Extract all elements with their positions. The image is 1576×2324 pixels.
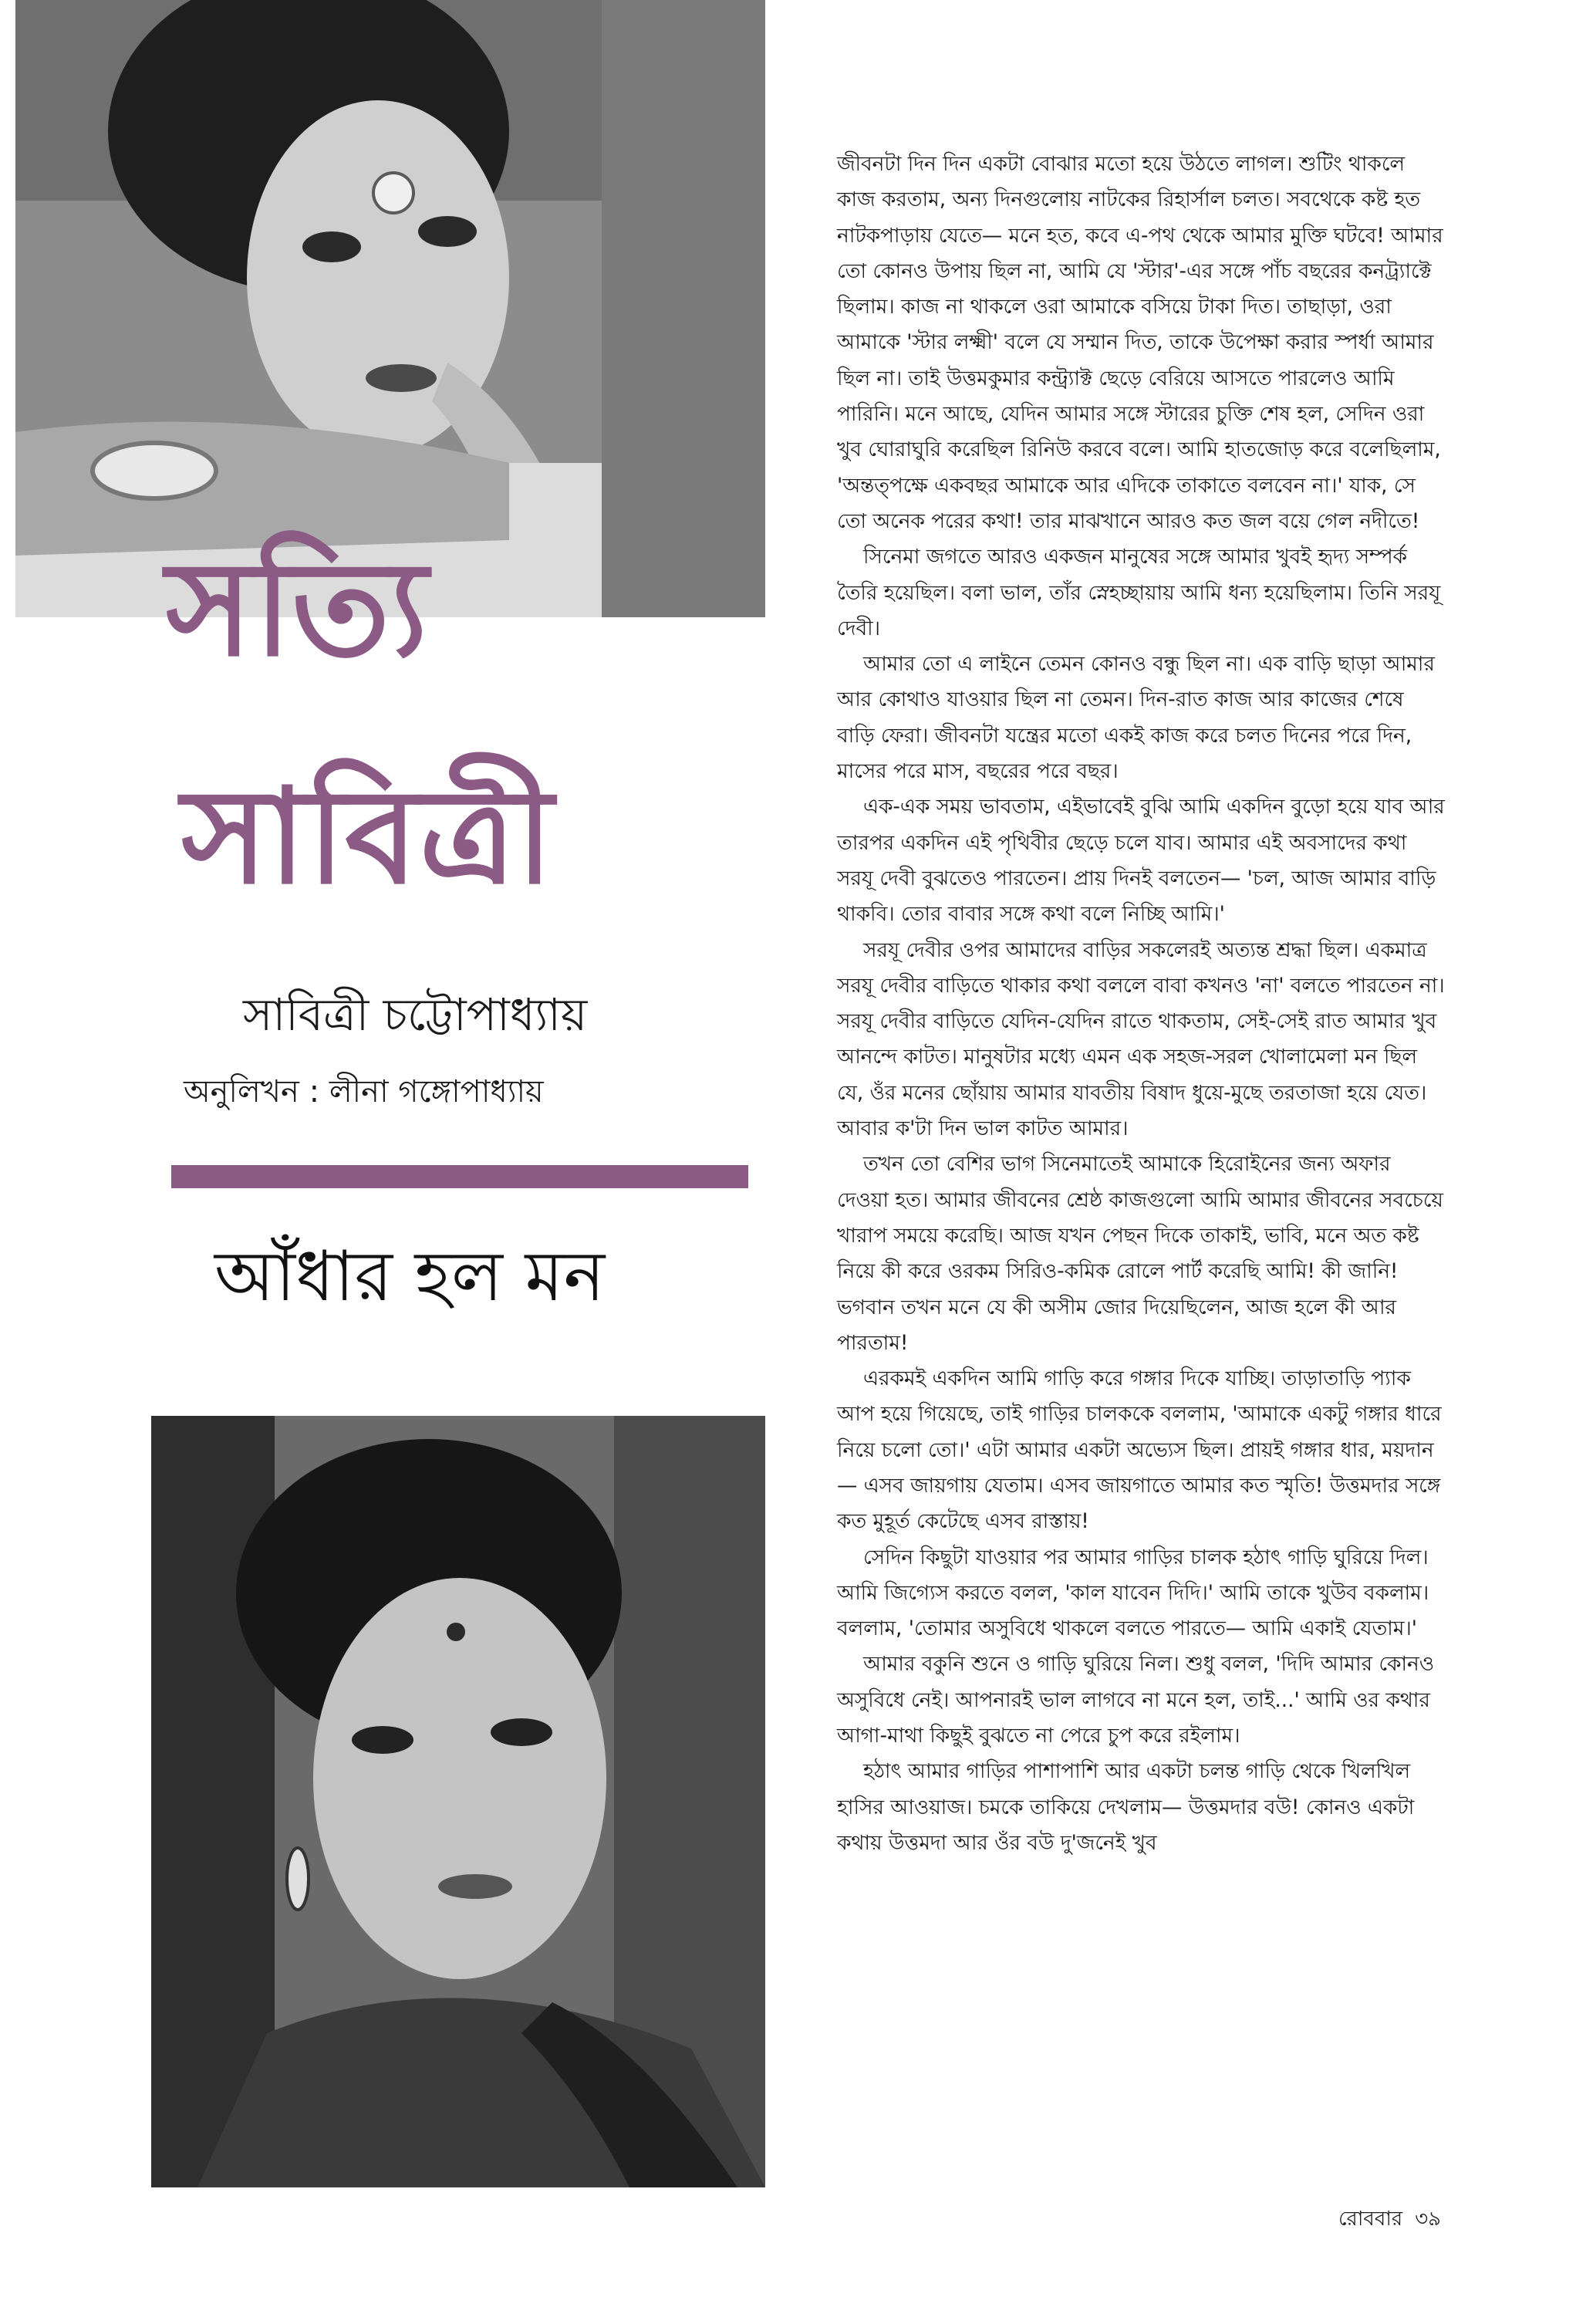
title-divider-bar: [171, 1165, 748, 1188]
portrait-illustration: [15, 0, 765, 617]
body-paragraph: সেদিন কিছুটা যাওয়ার পর আমার গাড়ির চালক হঠাৎ গাড়ি ঘুরিয়ে দিল। আমি জিগ্যেস করতে বলল, 'কাল যাবেন দিদি।' আমি তাকে খুউব বকলাম। বললাম, 'তোমার অসুবিধে থাকলে বলতে পারতে— আমি একাই যেতাম।': [837, 1545, 1429, 1641]
top-portrait-photo: [15, 0, 765, 617]
body-paragraph: আমার তো এ লাইনে তেমন কোনও বন্ধু ছিল না। এক বাড়ি ছাড়া আমার আর কোথাও যাওয়ার ছিল না তেমন। দিন-রাত কাজ আর কাজের শেষে বাড়ি ফেরা। জীবনটা যন্ত্রের মতো একই কাজ করে চলত দিনের পরে দিন, মাসের পরে মাস, বছরের পরে বছর।: [837, 653, 1435, 784]
page-number: ৩৯: [1415, 2207, 1441, 2231]
article-body: [837, 147, 1446, 1861]
body-paragraph: হঠাৎ আমার গাড়ির পাশাপাশি আর একটা চলন্ত গাড়ি থেকে খিলখিল হাসির আওয়াজ। চমকে তাকিয়ে দেখলাম— উত্তমদার বউ! কোনও একটা কথায় উত্তমদা আর ওঁর বউ দু'জনেই খুব: [837, 1760, 1415, 1855]
body-paragraph: সিনেমা জগতে আরও একজন মানুষের সঙ্গে আমার খুবই হৃদ্য সম্পর্ক তৈরি হয়েছিল। বলা ভাল, তাঁর স্নেহচ্ছায়ায় আমি ধন্য হয়েছিলাম। তিনি সরযূ দেবী।: [837, 546, 1441, 640]
page-footer: [1338, 2203, 1453, 2237]
body-paragraph: সরযূ দেবীর ওপর আমাদের বাড়ির সকলেরই অত্যন্ত শ্রদ্ধা ছিল। একমাত্র সরযূ দেবীর বাড়িতে থাকার কথা বললে বাবা কখনও 'না' বলতে পারতেন না। সরযূ দেবীর বাড়িতে যেদিন-যেদিন রাতে থাকতাম, সেই-সেই রাত আমার খুব আনন্দে কাটত। মানুষটার মধ্যে এমন এক সহজ-সরল খোলামেলা মন ছিল যে, ওঁর মনের ছোঁয়ায় আমার যাবতীয় বিষাদ ধুয়ে-মুছে তরতাজা হয়ে যেত। আবার ক'টা দিন ভাল কাটত আমার।: [837, 938, 1445, 1141]
body-paragraph: আমার বকুনি শুনে ও গাড়ি ঘুরিয়ে নিল। শুধু বলল, 'দিদি আমার কোনও অসুবিধে নেই। আপনারই ভাল লাগবে না মনে হল, তাই...' আমি ওর কথার আগা-মাথা কিছুই বুঝতে না পেরে চুপ করে রইলাম।: [837, 1653, 1435, 1748]
body-paragraph: এক-এক সময় ভাবতাম, এইভাবেই বুঝি আমি একদিন বুড়ো হয়ে যাব আর তারপর একদিন এই পৃথিবীর ছেড়ে চলে যাব। আমার এই অবসাদের কথা সরযূ দেবী বুঝতেও পারতেন। প্রায় দিনই বলতেন— 'চল, আজ আমার বাড়ি থাকবি। তোর বাবার সঙ্গে কথা বলে নিচ্ছি আমি।': [837, 795, 1445, 927]
portrait-illustration-bottom: [151, 1416, 765, 2187]
article-title-line-2: সাবিত্রী: [181, 761, 555, 914]
body-paragraph: এরকমই একদিন আমি গাড়ি করে গঙ্গার দিকে যাচ্ছি। তাড়াতাড়ি প্যাক আপ হয়ে গিয়েছে, তাই গাড়ির চালককে বললাম, 'আমাকে একটু গঙ্গার ধারে নিয়ে চলো তো।' এটা আমার একটা অভ্যেস ছিল। প্রায়ই গঙ্গার ধার, ময়দান— এসব জায়গায় যেতাম। এসব জায়গাতে আমার কত স্মৃতি! উত্তমদার সঙ্গে কত মুহূর্ত কেটেছে এসব রাস্তায়!: [837, 1367, 1442, 1534]
transcriber-credit: অনুলিখন : লীনা গঙ্গোপাধ্যায়: [184, 1074, 544, 1110]
body-paragraph: জীবনটা দিন দিন একটা বোঝার মতো হয়ে উঠতে লাগল। শুটিং থাকলে কাজ করতাম, অন্য দিনগুলোয় নাটকের রিহার্সাল চলত। সবথেকে কষ্ট হত নাটকপাড়ায় যেতে— মনে হত, কবে এ-পথ থেকে আমার মুক্তি ঘটবে! আমার তো কোনও উপায় ছিল না, আমি যে 'স্টার'-এর সঙ্গে পাঁচ বছরের কনট্র্যাক্টে ছিলাম। কাজ না থাকলে ওরা আমাকে বসিয়ে টাকা দিত। তাছাড়া, ওরা আমাকে 'স্টার লক্ষ্মী' বলে যে সম্মান দিত, তাকে উপেক্ষা করার স্পর্ধা আমার ছিল না। তাই উত্তমকুমার কন্ট্র্যাক্ট ছেড়ে বেরিয়ে আসতে পারলেও আমি পারিনি। মনে আছে, যেদিন আমার সঙ্গে স্টারের চুক্তি শেষ হল, সেদিন ওরা খুব ঘোরাঘুরি করেছিল রিনিউ করবে বলে। আমি হাতজোড় করে বলেছিলাম, 'অন্তত্পক্ষে একবছর আমাকে আর এদিকে তাকাতে বলবেন না।' যাক, সে তো অনেক পরের কথা! তার মাঝখানে আরও কত জল বয়ে গেল নদীতে!: [837, 153, 1443, 533]
author-byline: সাবিত্রী চট্টোপাধ্যায়: [243, 988, 588, 1041]
article-title-line-1: সত্যি: [166, 533, 430, 686]
chapter-title: আঁধার হল মন: [214, 1236, 606, 1317]
bottom-portrait-photo: [151, 1416, 765, 2187]
publication-name: রোববার: [1338, 2207, 1403, 2231]
body-paragraph: তখন তো বেশির ভাগ সিনেমাতেই আমাকে হিরোইনের জন্য অফার দেওয়া হত। আমার জীবনের শ্রেষ্ঠ কাজগুলো আমি আমার জীবনের সবচেয়ে খারাপ সময়ে করেছি। আজ যখন পেছন দিকে তাকাই, ভাবি, মনে অত কষ্ট নিয়ে কী করে ওরকম সিরিও-কমিক রোলে পার্ট করেছি আমি! কী জানি! ভগবান তখন মনে যে কী অসীম জোর দিয়েছিলেন, আজ হলে কী আর পারতাম!: [837, 1153, 1443, 1355]
